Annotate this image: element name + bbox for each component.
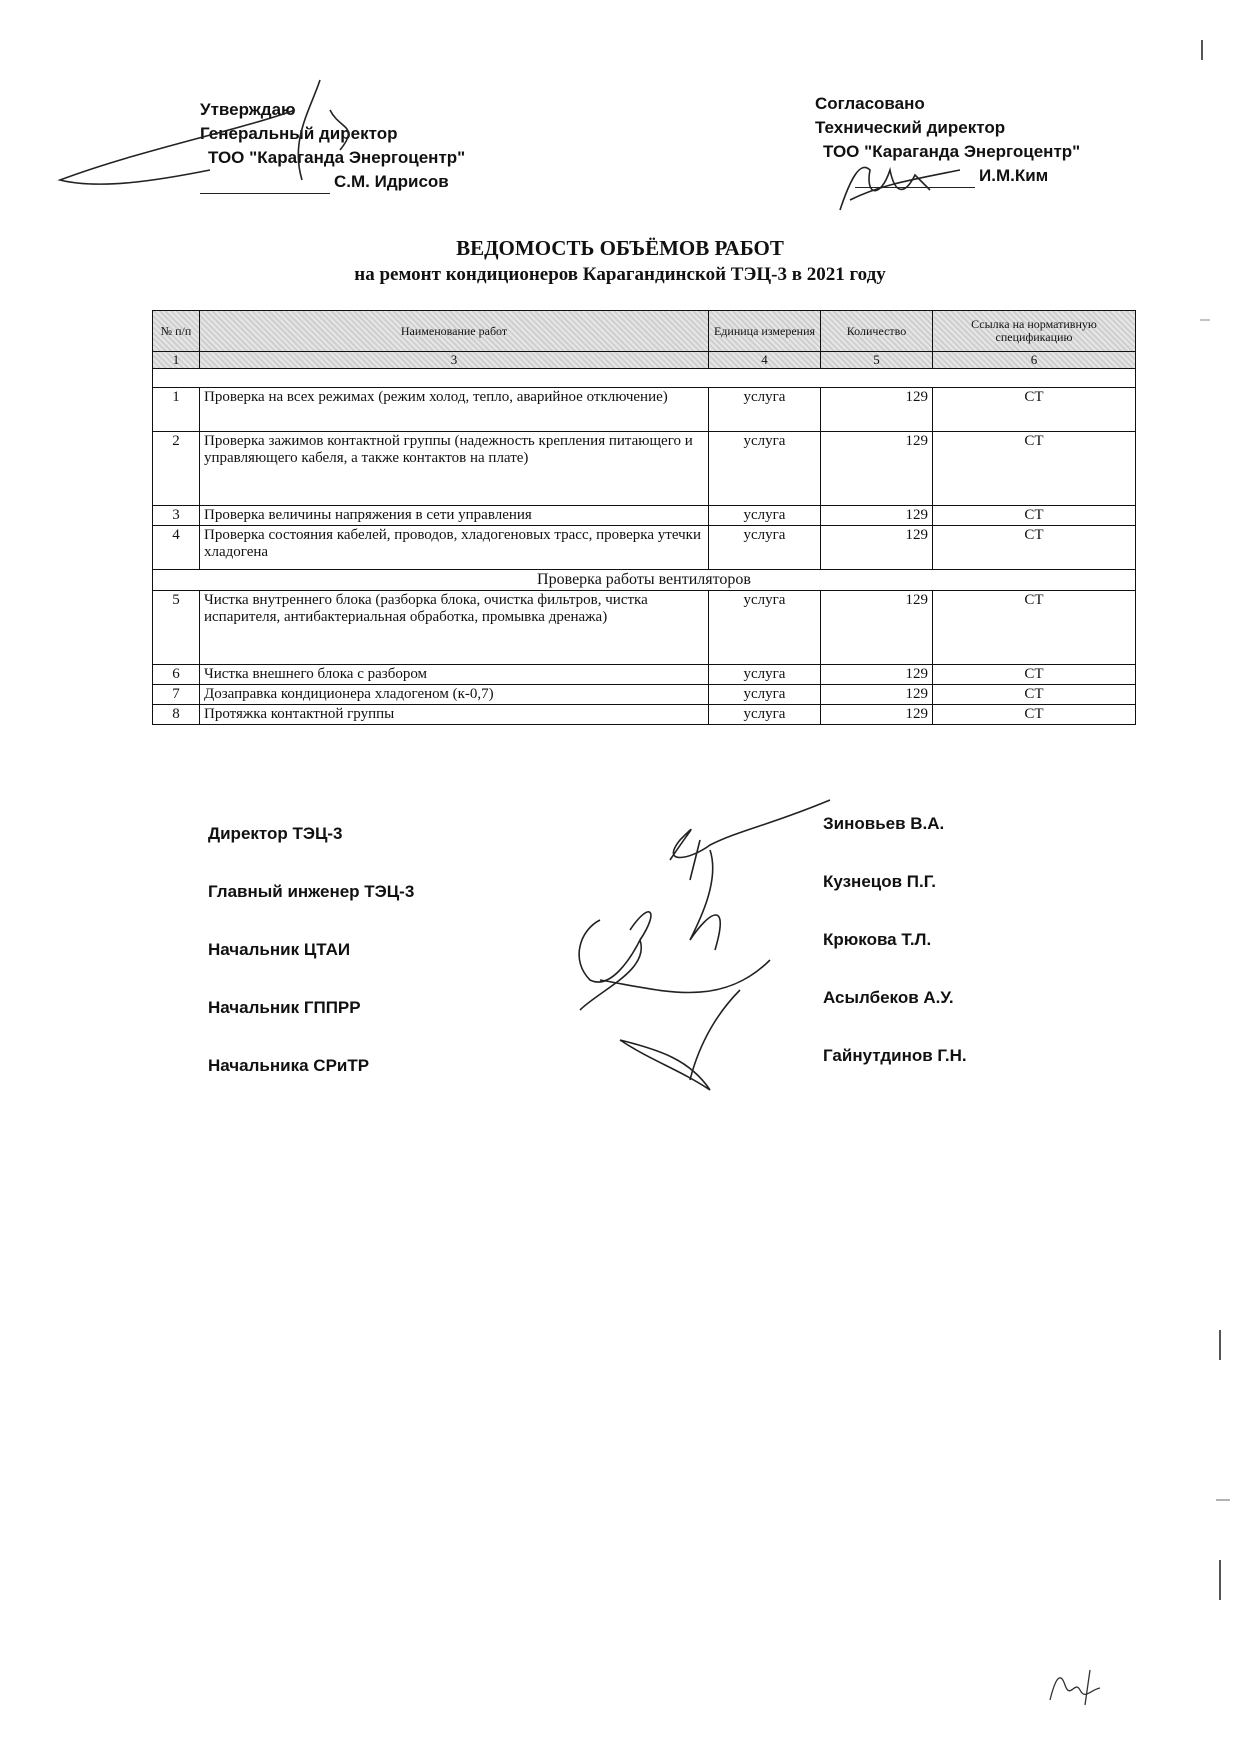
- table-row: [153, 506, 1136, 526]
- signer-position: Начальник ЦТАИ: [208, 940, 351, 959]
- agree-position: Технический директор: [815, 118, 1006, 137]
- table-row: [153, 526, 1136, 570]
- header-name: Наименование работ: [200, 311, 709, 352]
- signers-signature-icon: [540, 790, 840, 1110]
- section-row: [153, 570, 1136, 591]
- table-spacer-row: [153, 369, 1136, 388]
- header-unit: Единица измерения: [709, 311, 821, 352]
- row-unit: услуга: [709, 526, 821, 570]
- table-row: [153, 591, 1136, 665]
- row-unit: услуга: [709, 388, 821, 432]
- signer-position: Главный инженер ТЭЦ-3: [208, 882, 415, 901]
- section-title: Проверка работы вентиляторов: [153, 570, 1136, 591]
- work-volume-table: [152, 310, 1136, 725]
- approve-company: ТОО "Караганда Энергоцентр": [208, 148, 466, 167]
- table-row: [153, 665, 1136, 685]
- row-qty: 129: [821, 388, 933, 432]
- row-spec: СТ: [933, 705, 1136, 725]
- agree-label: Согласовано: [815, 94, 925, 113]
- row-qty: 129: [821, 506, 933, 526]
- row-spec: СТ: [933, 665, 1136, 685]
- row-unit: услуга: [709, 705, 821, 725]
- row-name: Протяжка контактной группы: [200, 705, 709, 725]
- row-unit: услуга: [709, 685, 821, 705]
- agree-company: ТОО "Караганда Энергоцентр": [823, 142, 1081, 161]
- row-spec: СТ: [933, 685, 1136, 705]
- row-spec: СТ: [933, 506, 1136, 526]
- signer-name: Зиновьев В.А.: [823, 814, 945, 833]
- document-title: ВЕДОМОСТЬ ОБЪЁМОВ РАБОТ: [456, 236, 784, 260]
- row-qty: 129: [821, 665, 933, 685]
- index-cell: 6: [933, 352, 1136, 369]
- row-spec: СТ: [933, 591, 1136, 665]
- scan-margin-marks: [1190, 0, 1240, 1754]
- header-qty: Количество: [821, 311, 933, 352]
- approve-label: Утверждаю: [200, 100, 296, 119]
- row-num: 6: [153, 665, 200, 685]
- row-name: Проверка зажимов контактной группы (надежность крепления питающего и управляющего кабеля, а также контактов на плате): [200, 432, 709, 506]
- signer-name: Крюкова Т.Л.: [823, 930, 932, 949]
- row-num: 4: [153, 526, 200, 570]
- row-name: Дозаправка кондиционера хладогеном (к-0,7): [200, 685, 709, 705]
- row-unit: услуга: [709, 506, 821, 526]
- row-num: 8: [153, 705, 200, 725]
- index-cell: 4: [709, 352, 821, 369]
- signer-name: Кузнецов П.Г.: [823, 872, 936, 891]
- table-row: [153, 685, 1136, 705]
- row-num: 2: [153, 432, 200, 506]
- approve-position: Генеральный директор: [200, 124, 398, 143]
- row-unit: услуга: [709, 591, 821, 665]
- row-name: Чистка внешнего блока с разбором: [200, 665, 709, 685]
- document-subtitle: на ремонт кондиционеров Карагандинской ТЭЦ-3 в 2021 году: [354, 264, 886, 285]
- agree-signature-icon: [820, 140, 970, 220]
- row-qty: 129: [821, 705, 933, 725]
- row-num: 7: [153, 685, 200, 705]
- table-index-row: [153, 352, 1136, 369]
- signer-position: Начальник ГППРР: [208, 998, 361, 1017]
- row-qty: 129: [821, 591, 933, 665]
- table-row: [153, 432, 1136, 506]
- row-name: Проверка состояния кабелей, проводов, хладогеновых трасс, проверка утечки хладогена: [200, 526, 709, 570]
- approve-signature-icon: [40, 70, 360, 200]
- table-row: [153, 705, 1136, 725]
- row-name: Проверка на всех режимах (режим холод, тепло, аварийное отключение): [200, 388, 709, 432]
- signer-name: Гайнутдинов Г.Н.: [823, 1046, 967, 1065]
- signer-names: [823, 814, 967, 1104]
- row-unit: услуга: [709, 432, 821, 506]
- signer-positions: [208, 824, 414, 1114]
- row-qty: 129: [821, 685, 933, 705]
- initials-signature-icon: [1040, 1660, 1120, 1710]
- row-spec: СТ: [933, 526, 1136, 570]
- index-cell: 1: [153, 352, 200, 369]
- row-unit: услуга: [709, 665, 821, 685]
- table-header-row: [153, 311, 1136, 352]
- agree-name: И.М.Ким: [979, 166, 1049, 185]
- row-spec: СТ: [933, 388, 1136, 432]
- row-qty: 129: [821, 432, 933, 506]
- signer-name: Асылбеков А.У.: [823, 988, 954, 1007]
- signer-position: Начальника СРиТР: [208, 1056, 370, 1075]
- row-num: 5: [153, 591, 200, 665]
- signer-position: Директор ТЭЦ-3: [208, 824, 343, 843]
- header-num: № п/п: [153, 311, 200, 352]
- approve-name: С.М. Идрисов: [334, 172, 449, 191]
- row-num: 3: [153, 506, 200, 526]
- header-spec: Ссылка на нормативную спецификацию: [933, 311, 1136, 352]
- row-name: Проверка величины напряжения в сети управления: [200, 506, 709, 526]
- index-cell: 3: [200, 352, 709, 369]
- row-name: Чистка внутреннего блока (разборка блока, очистка фильтров, чистка испарителя, антибактериальная обработка, промывка дренажа): [200, 591, 709, 665]
- table-row: [153, 388, 1136, 432]
- index-cell: 5: [821, 352, 933, 369]
- row-qty: 129: [821, 526, 933, 570]
- row-spec: СТ: [933, 432, 1136, 506]
- row-num: 1: [153, 388, 200, 432]
